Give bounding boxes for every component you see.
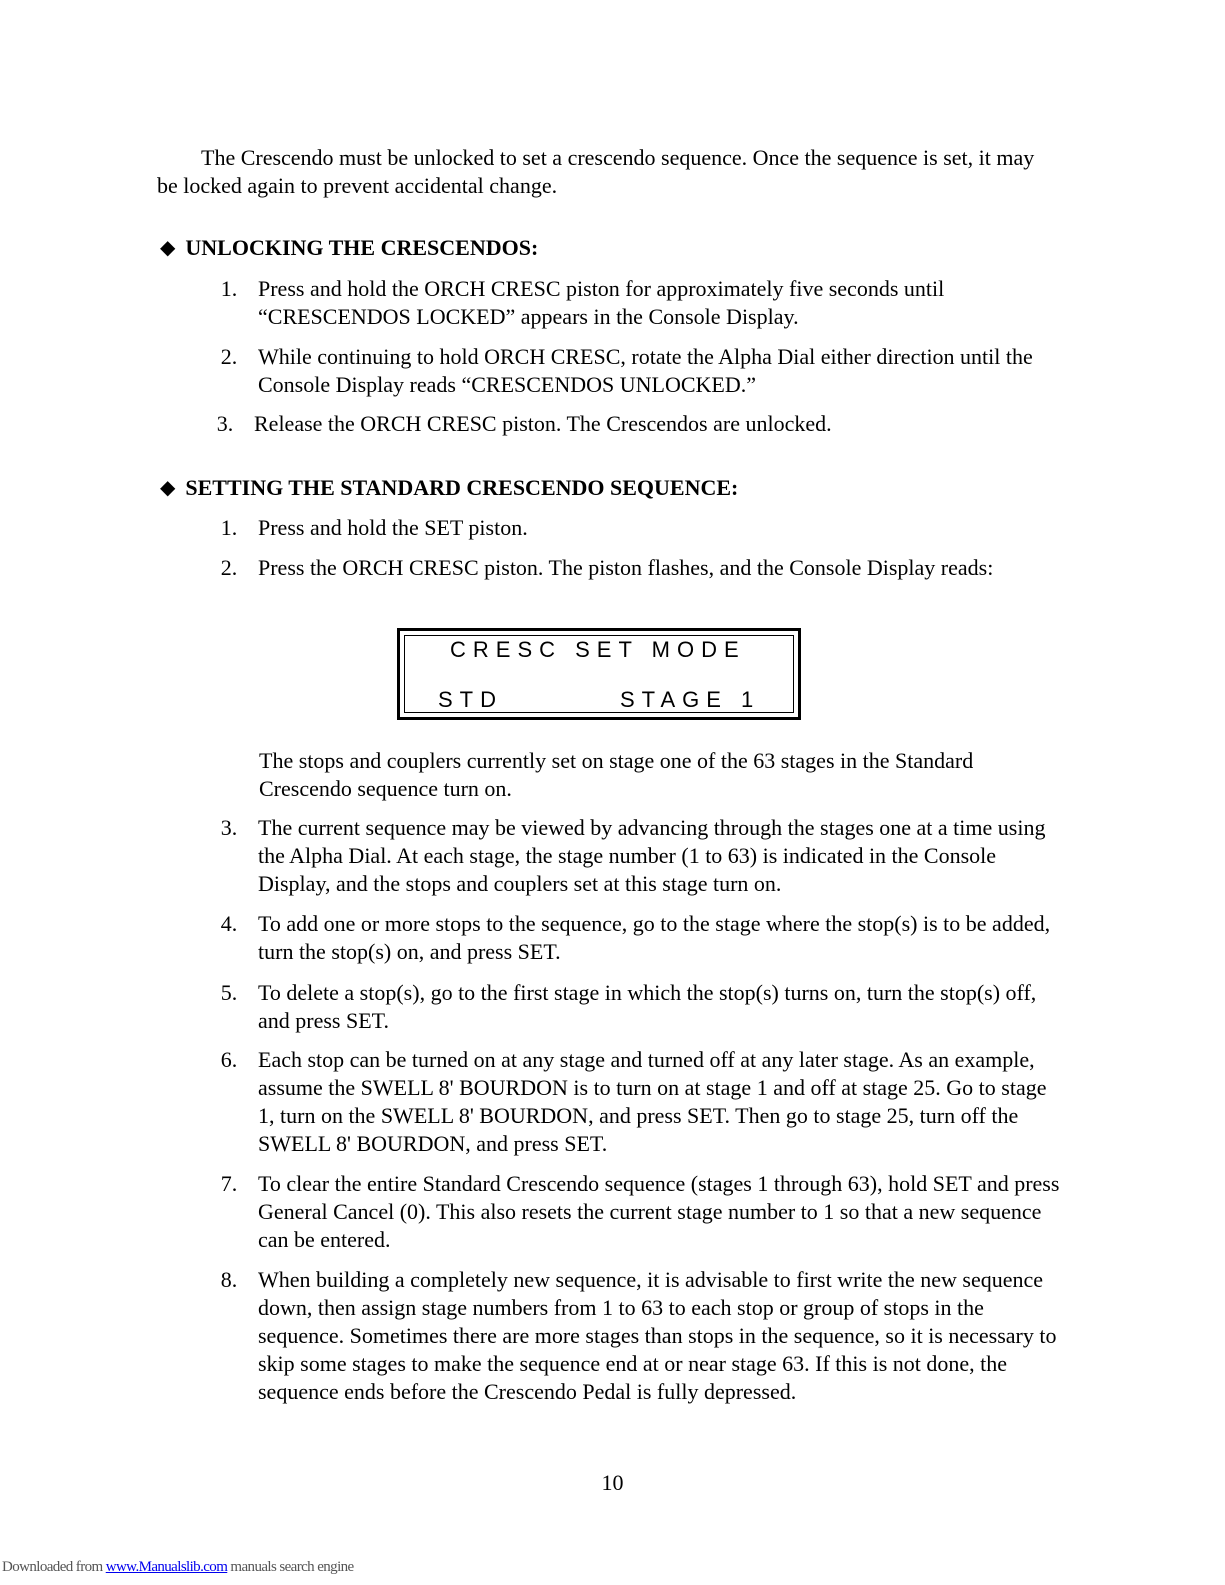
list-item <box>200 814 1060 898</box>
footer-suffix: manuals search engine <box>227 1559 354 1575</box>
item-number: 3. <box>216 411 234 436</box>
item-number: 8. <box>220 1267 238 1292</box>
list-item <box>200 979 1060 1035</box>
item-number: 1. <box>220 515 238 540</box>
item-number: 5. <box>220 980 238 1005</box>
item-number: 7. <box>220 1171 238 1196</box>
list-item <box>200 910 1060 966</box>
section-heading-setting <box>160 474 738 502</box>
item-number: 3. <box>220 815 238 840</box>
list-item <box>200 1170 1060 1254</box>
item-number: 1. <box>220 276 238 301</box>
list-item <box>200 1266 1060 1406</box>
item-text: To delete a stop(s), go to the first stage in which the stop(s) turns on, turn the stop(s) off, and press SET. <box>258 980 1037 1033</box>
item-text: Each stop can be turned on at any stage and turned off at any later stage. As an example, assume the SWELL 8' BOURDON is to turn on at stage 1 and off at stage 25. Go to stage 1, turn on the SWELL 8' BOURDON, and press SET. Then go to stage 25, turn off the SWELL 8' BOURDON, and press SET. <box>258 1047 1047 1156</box>
manualslib-link[interactable]: www.Manualslib.com <box>105 1559 228 1575</box>
display-followup-paragraph: The stops and couplers currently set on stage one of the 63 stages in the Standard Crescendo sequence turn on. <box>259 748 974 801</box>
list-item <box>196 410 1056 438</box>
item-text: While continuing to hold ORCH CRESC, rotate the Alpha Dial either direction until the Console Display reads “CRESCENDOS UNLOCKED.” <box>258 344 1033 397</box>
item-number: 4. <box>220 911 238 936</box>
item-text: Release the ORCH CRESC piston. The Crescendos are unlocked. <box>254 411 832 436</box>
list-item <box>200 1046 1060 1158</box>
item-text: The current sequence may be viewed by advancing through the stages one at a time using the Alpha Dial. At each stage, the stage number (1 to 63) is indicated in the Console Display, and the stops and couplers set at this stage turn on. <box>258 815 1046 896</box>
item-number: 2. <box>220 555 238 580</box>
item-text: Press and hold the ORCH CRESC piston for approximately five seconds until “CRESCENDOS LOCKED” appears in the Console Display. <box>258 276 945 329</box>
list-item <box>200 275 1060 331</box>
console-display-stage: STAGE 1 <box>620 687 761 712</box>
list-item <box>200 514 1060 542</box>
list-item <box>200 554 1060 582</box>
section-heading-unlocking <box>160 234 538 262</box>
section-heading-text: UNLOCKING THE CRESCENDOS: <box>185 235 539 260</box>
item-number: 2. <box>220 344 238 369</box>
list-item <box>200 343 1060 399</box>
item-text: Press and hold the SET piston. <box>258 515 528 540</box>
footer-prefix: Downloaded from <box>2 1559 106 1575</box>
download-footer <box>2 1559 354 1576</box>
console-display-line-1: CRESC SET MODE <box>450 637 746 662</box>
intro-paragraph: The Crescendo must be unlocked to set a crescendo sequence. Once the sequence is set, it may be locked again to prevent accidental change. <box>157 145 1035 198</box>
section-heading-text: SETTING THE STANDARD CRESCENDO SEQUENCE: <box>185 475 739 500</box>
item-text: When building a completely new sequence, it is advisable to first write the new sequence down, then assign stage numbers from 1 to 63 to each stop or group of stops in the sequence. Sometimes there are more stages than stops in the sequence, so it is necessary to skip some stages to make the sequence end at or near stage 63. If this is not done, the sequence ends before the Crescendo Pedal is fully depressed. <box>258 1267 1057 1404</box>
diamond-bullet-icon: ◆ <box>160 477 176 499</box>
console-display-panel <box>397 628 801 720</box>
item-text: To clear the entire Standard Crescendo sequence (stages 1 through 63), hold SET and press General Cancel (0). This also resets the current stage number to 1 so that a new sequence can be entered. <box>258 1171 1060 1252</box>
item-text: To add one or more stops to the sequence, go to the stage where the stop(s) is to be added, turn the stop(s) on, and press SET. <box>258 911 1051 964</box>
item-text: Press the ORCH CRESC piston. The piston flashes, and the Console Display reads: <box>258 555 994 580</box>
diamond-bullet-icon: ◆ <box>160 237 176 259</box>
console-display-mode: STD <box>438 687 503 712</box>
page-number: 10 <box>601 1470 624 1495</box>
item-number: 6. <box>220 1047 238 1072</box>
